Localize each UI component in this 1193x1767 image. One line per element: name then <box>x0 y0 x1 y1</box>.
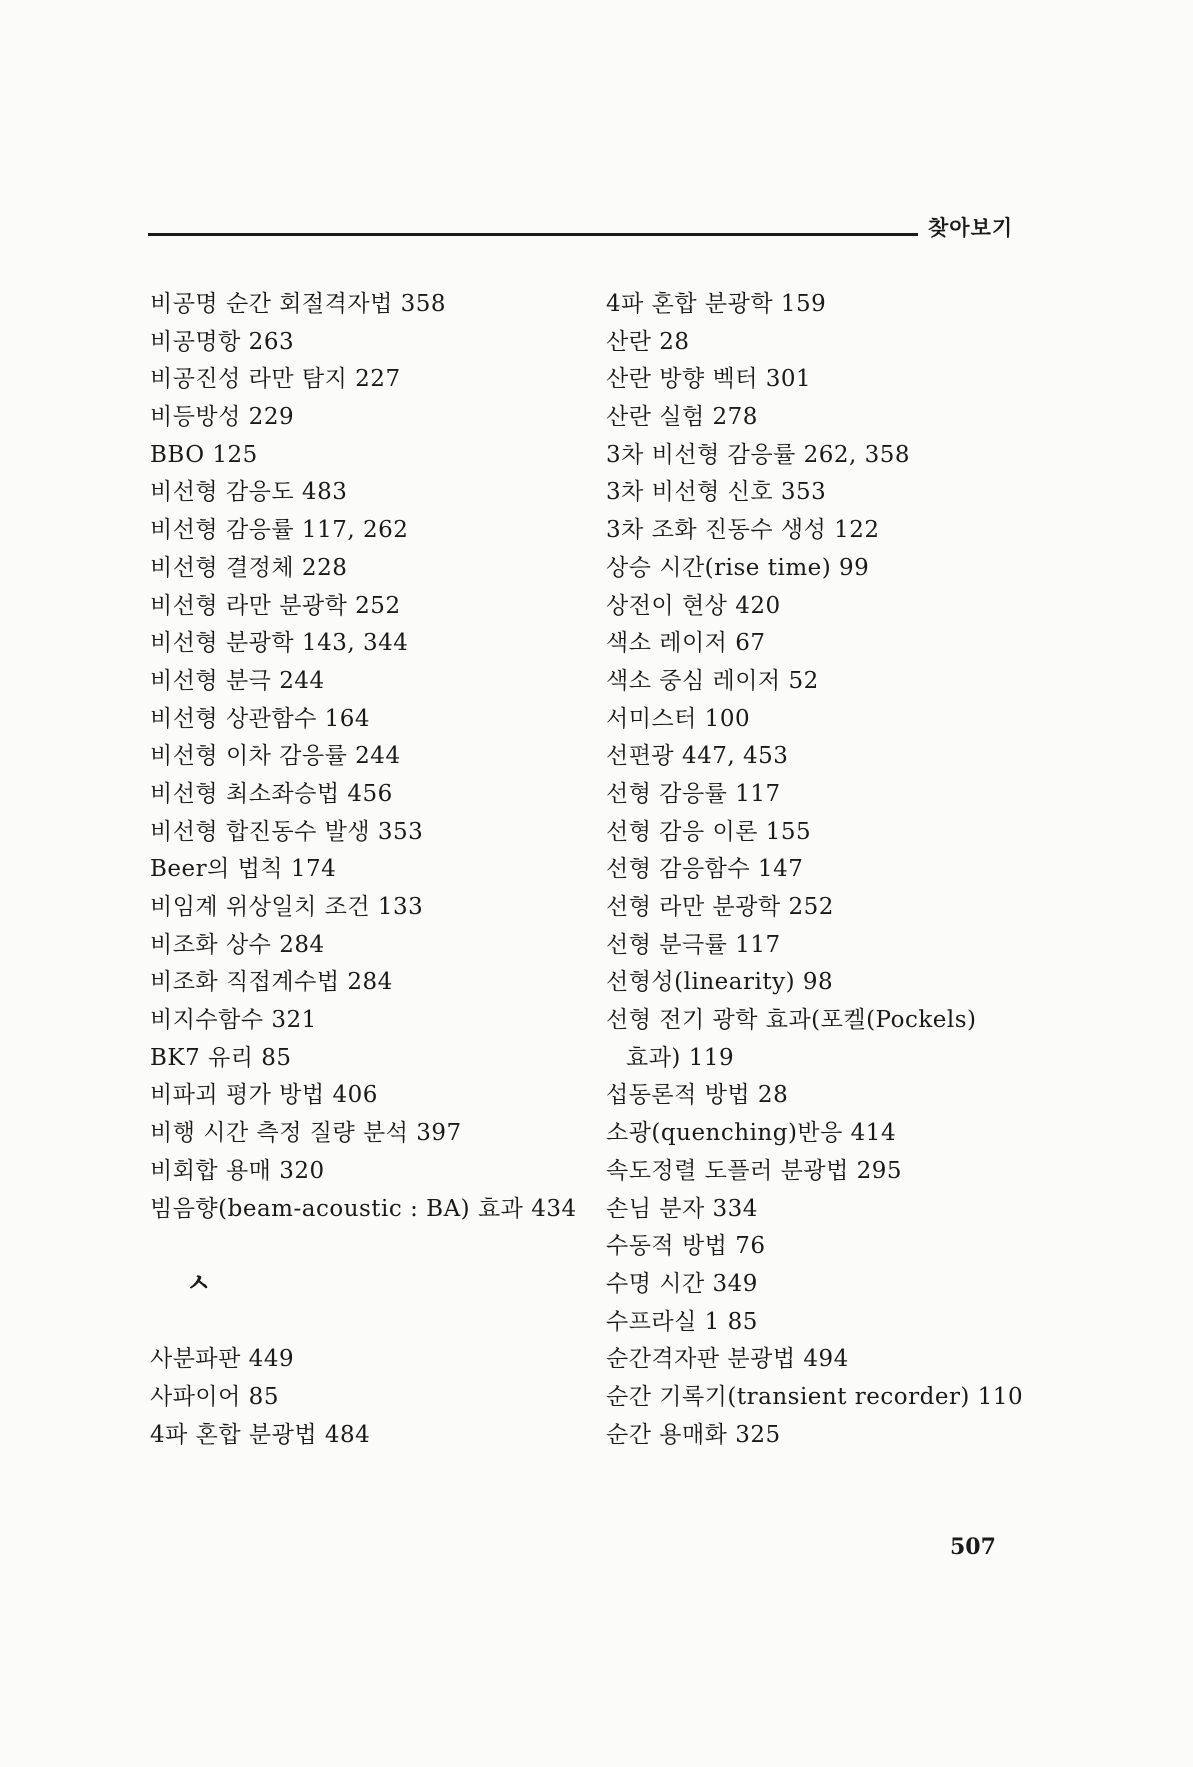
index-entry: 선형 감응 이론 155 <box>606 818 812 845</box>
index-entry: BK7 유리 85 <box>150 1044 292 1071</box>
index-entry: 수프라실 1 85 <box>606 1308 758 1335</box>
index-entry: 비공명항 263 <box>150 328 295 355</box>
index-entry: 3차 비선형 감응률 262, 358 <box>606 441 911 468</box>
index-entry: 순간 용매화 325 <box>606 1421 781 1448</box>
index-entry: 비공진성 라만 탐지 227 <box>150 366 401 393</box>
index-entry: 선형 감응함수 147 <box>606 856 804 883</box>
index-entry: 비선형 합진동수 발생 353 <box>150 818 424 845</box>
index-entry: 수동적 방법 76 <box>606 1233 766 1260</box>
index-entry: 4파 혼합 분광법 484 <box>150 1421 371 1448</box>
header-rule <box>148 233 918 236</box>
index-entry: 서미스터 100 <box>606 705 751 732</box>
index-entry: 선편광 447, 453 <box>606 743 789 770</box>
index-entry: 산란 방향 벡터 301 <box>606 366 812 393</box>
index-entry-line: 선형 전기 광학 효과(포켈(Pockels) <box>606 1007 977 1034</box>
index-entry: 비선형 감응률 117, 262 <box>150 517 409 544</box>
index-column-left <box>150 286 590 1454</box>
index-entry: 비지수함수 321 <box>150 1007 317 1034</box>
index-entry: 비선형 최소좌승법 456 <box>150 780 393 807</box>
index-entry: 순간격자판 분광법 494 <box>606 1346 849 1373</box>
section-spacer <box>150 1228 590 1266</box>
index-entry: 사분파판 449 <box>150 1346 295 1373</box>
index-entry: 소광(quenching)반응 414 <box>606 1120 897 1147</box>
page-number: 507 <box>950 1534 996 1560</box>
index-entry: 비행 시간 측정 질량 분석 397 <box>150 1120 462 1147</box>
index-entry: 비선형 상관함수 164 <box>150 705 371 732</box>
index-entry: 섭동론적 방법 28 <box>606 1082 789 1109</box>
left-entries-group-2 <box>150 1341 590 1454</box>
index-entry: 선형 감응률 117 <box>606 780 781 807</box>
index-entry: 비선형 이차 감응률 244 <box>150 743 401 770</box>
index-entry: 비공명 순간 회절격자법 358 <box>150 291 447 317</box>
index-entry: 순간 기록기(transient recorder) 110 <box>606 1383 1024 1410</box>
index-entry: 손님 분자 334 <box>606 1195 758 1222</box>
index-entry-multiline <box>606 1002 1046 1077</box>
index-entry: 빔음향(beam-acoustic : BA) 효과 434 <box>150 1195 577 1222</box>
index-entry: 수명 시간 349 <box>606 1270 758 1297</box>
index-entry: 속도정렬 도플러 분광법 295 <box>606 1157 903 1184</box>
index-entry: 선형성(linearity) 98 <box>606 969 834 996</box>
left-entries-group-1 <box>150 286 590 1228</box>
running-header: 찾아보기 <box>928 216 1014 240</box>
index-entry: 비등방성 229 <box>150 404 295 431</box>
index-entry: 선형 분극률 117 <box>606 931 781 958</box>
section-heading: ㅅ <box>186 1268 212 1299</box>
index-entry: 산란 실험 278 <box>606 404 758 431</box>
index-entry: 선형 라만 분광학 252 <box>606 894 834 920</box>
index-entry: 비회합 용매 320 <box>150 1157 325 1184</box>
index-entry: 비조화 상수 284 <box>150 931 325 958</box>
index-entry: 3차 비선형 신호 353 <box>606 479 827 506</box>
index-entry: 비선형 감응도 483 <box>150 479 348 506</box>
index-entry: 색소 레이저 67 <box>606 630 766 657</box>
right-entries-group-1 <box>606 286 1046 1002</box>
index-entry: 비임계 위상일치 조건 133 <box>150 894 424 920</box>
index-entry: 비파괴 평가 방법 406 <box>150 1082 378 1109</box>
index-entry: 3차 조화 진동수 생성 122 <box>606 517 880 544</box>
index-entry: 비선형 분광학 143, 344 <box>150 630 409 657</box>
index-entry: Beer의 법칙 174 <box>150 856 337 883</box>
right-entries-group-3 <box>606 1077 1046 1454</box>
index-entry: 색소 중심 레이저 52 <box>606 667 819 694</box>
index-entry: BBO 125 <box>150 441 258 468</box>
index-column-right <box>606 286 1046 1454</box>
index-entry: 상승 시간(rise time) 99 <box>606 554 870 581</box>
section-spacer <box>150 1304 590 1342</box>
index-entry: 비선형 결정체 228 <box>150 554 348 581</box>
index-entry: 4파 혼합 분광학 159 <box>606 291 827 317</box>
index-entry: 사파이어 85 <box>150 1383 279 1410</box>
index-entry: 비조화 직접계수법 284 <box>150 969 393 996</box>
index-entry: 비선형 분극 244 <box>150 667 325 694</box>
index-entry: 상전이 현상 420 <box>606 592 781 619</box>
index-entry: 비선형 라만 분광학 252 <box>150 592 401 619</box>
index-entry: 산란 28 <box>606 328 690 355</box>
index-entry-continuation: 효과) 119 <box>626 1044 735 1071</box>
